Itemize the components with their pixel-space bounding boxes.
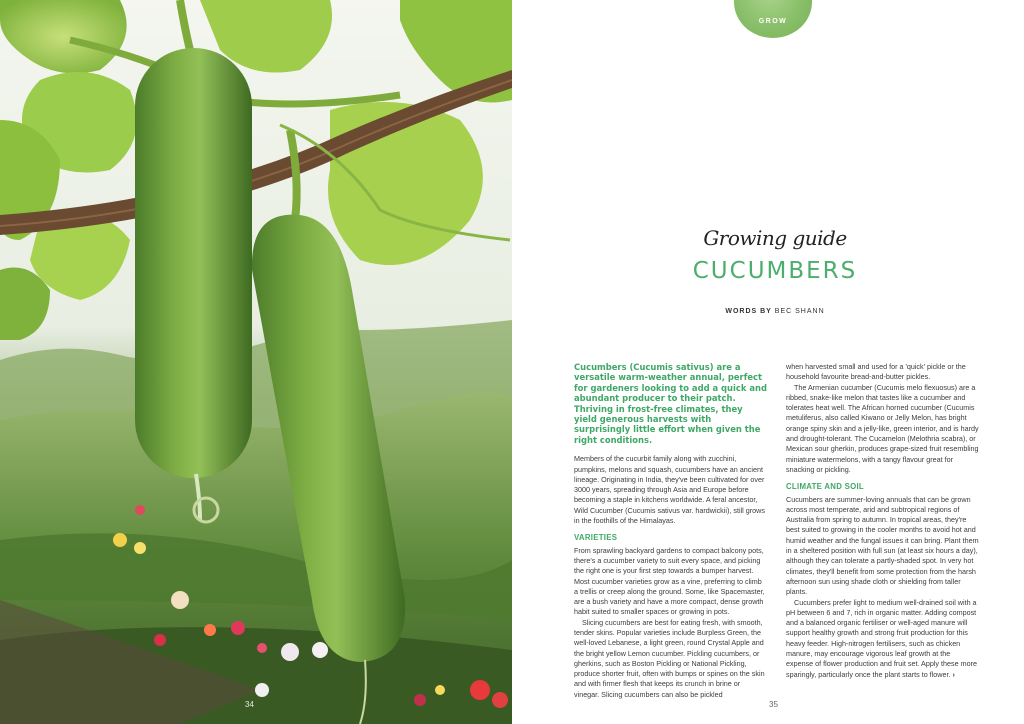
climate-paragraph-2-text: Cucumbers prefer light to medium well-drained soil with a pH between 6 and 7, rich in organic matter. Adding compost and a balanced organic fertiliser or well-aged manure will support healthy growth and strong fruit production for this heavy feeder. High-nitrogen fertilisers, such as chicken manure, may encourage vigorous leaf growth at the expense of flower production and fruit set. Apply these more sparingly, particularly once the plant starts to flower. bbox=[786, 597, 977, 679]
page-number-left: 34 bbox=[245, 700, 254, 709]
varieties-paragraph-1: From sprawling backyard gardens to compact balcony pots, there's a cucumber variety to suit every space, and picking the right one is your first step towards a bumper harvest. Most cucumber varieties grow as a vine, preferring to climb a trellis or creep along the ground. Some, like Spacemaster, are a bush variety and have a more compact, dense growth habit suited to smaller spaces or growing in pots. bbox=[574, 545, 765, 617]
section-label: GROW bbox=[758, 18, 788, 25]
byline-author: BEC SHANN bbox=[774, 308, 825, 315]
guide-script-title: Growing guide bbox=[703, 226, 847, 250]
climate-paragraph-2 bbox=[786, 598, 979, 680]
varieties-paragraph-2: Slicing cucumbers are best for eating fresh, with smooth, tender skins. Popular varieties include Burpless Green, the well-loved Lebanese, a light green, round Crystal Apple and the bright yellow Lemon cucumber. Pickling cucumbers, or gherkins, such as Boston Pickling or National Pickling, produce shorter fruit, often with bumps or spines on the skin and with firmer flesh that keeps its crunch in brine or vinegar. Slicing cucumbers can also be pickled bbox=[574, 617, 765, 699]
col2-paragraph-2: The Armenian cucumber (Cucumis melo flexuosus) are a ribbed, snake-like melon that tastes like a cucumber and tolerates heat well. The African horned cucumber (Cucumis metuliferus, also called Kiwano or Jelly Melon, has bright orange spiny skin and a jelly-like, green interior, and is hardy and drought-tolerant. The Cucamelon (Melothria scabra), or Mexican sour gherkin, produces grape-sized fruit resembling miniature watermelons, with a tangy flavour great for snacking or pickling. bbox=[786, 382, 979, 474]
byline bbox=[700, 308, 850, 315]
varieties-heading: VARIETIES bbox=[574, 533, 618, 543]
cucumber-left bbox=[135, 48, 252, 522]
article-column-2 bbox=[786, 362, 979, 680]
climate-paragraph-1: Cucumbers are summer-loving annuals that can be grown across most temperate, arid and subtropical regions of Australia from spring to autumn. In tropical areas, they're best suited to growing in the cooler months to avoid hot and humid weather and the fungal issues it can bring. Plant them in a sheltered position with full sun (at least six hours a day), although they can tolerate a partly-shaded spot. In very hot climates, they'll benefit from some protection from the harsh afternoon sun using shade cloth or shielding from taller plants. bbox=[786, 494, 979, 597]
continue-arrow-icon: › bbox=[952, 669, 955, 679]
article-title: CUCUMBERS bbox=[692, 258, 858, 284]
article-column-1 bbox=[574, 362, 767, 700]
article-lead: Cucumbers (Cucumis sativus) are a versatile warm-weather annual, perfect for gardeners looking to add a quick and abundant producer to their patch. Thriving in frost-free climates, they yield generous harvests with surprisingly little effort when given the right conditions. bbox=[574, 362, 767, 445]
col2-paragraph-1: when harvested small and used for a 'quick' pickle or the household favourite bread-and-butter pickles. bbox=[786, 362, 966, 382]
byline-prefix: WORDS BY bbox=[725, 308, 772, 315]
climate-heading: CLIMATE AND SOIL bbox=[786, 482, 864, 492]
page-number-right: 35 bbox=[769, 700, 778, 709]
article-intro: Members of the cucurbit family along with zucchini, pumpkins, melons and squash, cucumbers have an ancient lineage. Originating in India, they've been cultivated for over 3000 years, spreading through Asia and Europe before becoming a staple in kitchens worldwide. A feral ancestor, Wild Cucumber (Cucumis sativus var. hardwickii), still grows in the foothills of the Himalayas. bbox=[574, 454, 765, 526]
